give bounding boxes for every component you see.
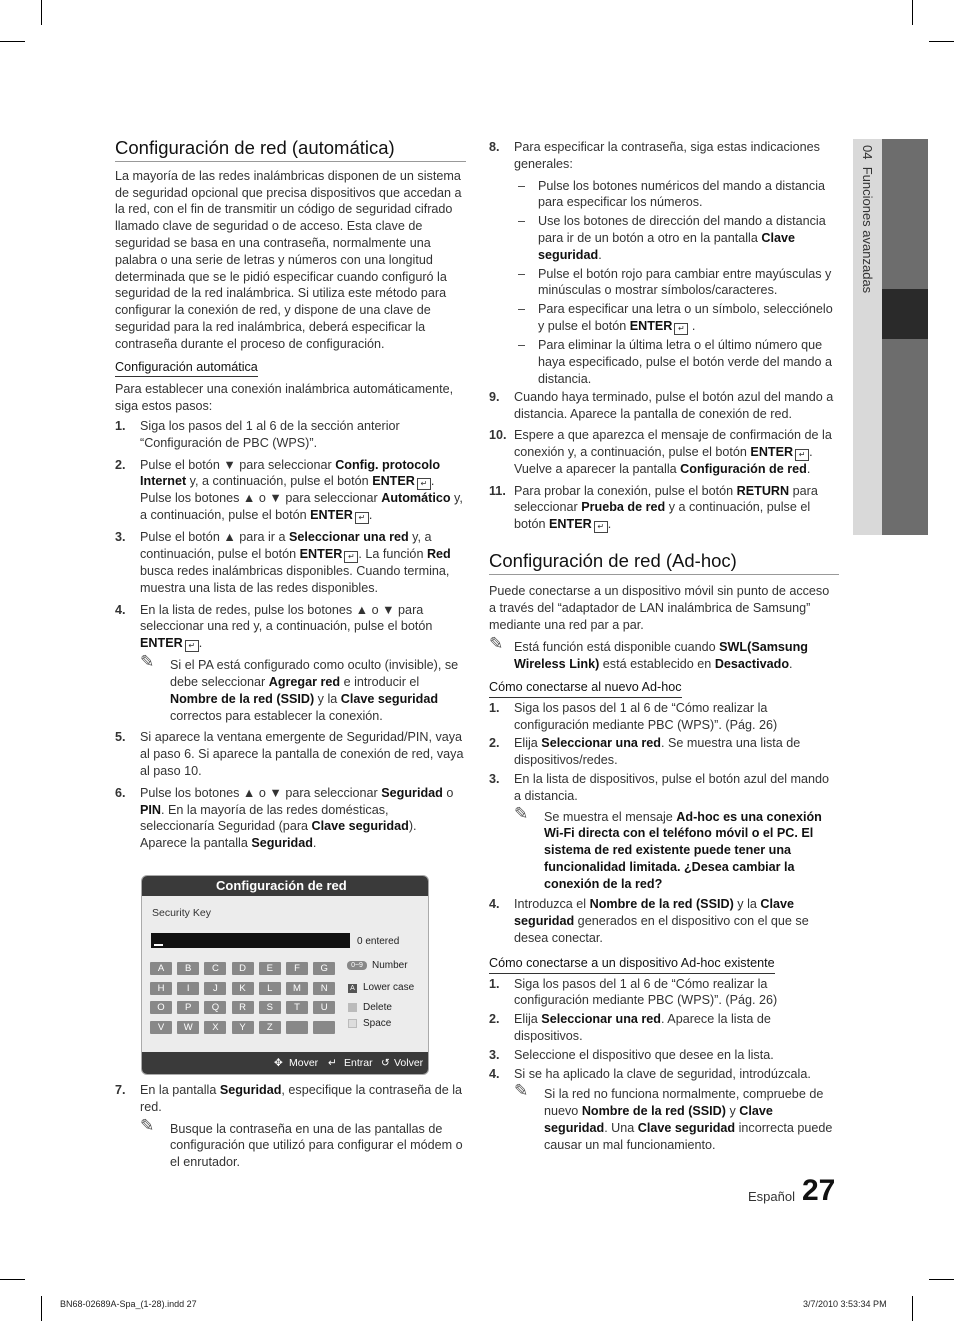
crop-mark [41,1296,42,1321]
enter-icon: ↵ [185,640,199,652]
item-number: 3. [489,771,500,786]
note-text: Busque la contraseña en una de las pantallas de configuración que utilizó para configurar el módem o el enrutador. [170,1121,463,1170]
item-text: Pulse el botón ▲ para ir a Seleccionar una red y, a continuación, pulse el botón ENTER ↵ . La función Red busca redes inalámbricas disponibles. Cuando termina, muestra una lista de las redes disponibles. [140,530,451,595]
item-text: Siga los pasos del 1 al 6 de “Cómo realizar la configuración mediante PBC (WPS)”. (Pág. 26) [514,976,778,1008]
list-item [489,483,839,534]
list-item [489,1066,839,1154]
item-number: 7. [115,1083,126,1097]
dash-item: – Pulse los botones numéricos del mando a distancia para especificar los números. [518,178,826,210]
pencil-icon: ✎ [140,1115,155,1135]
item-number: 11. [489,483,506,498]
enter-icon: ↵ [795,449,809,461]
keypad-key[interactable]: D [232,962,254,975]
enter-icon: ↵ [674,323,688,335]
item-number: 2. [489,736,500,751]
note-text: Si la red no funciona normalmente, compruebe de nuevo Nombre de la red (SSID) y Clave seguridad. Una Clave seguridad incorrecta puede causar un mal funcionamiento. [544,1087,833,1152]
item-number: 8. [489,140,500,154]
enter-label: Entrar [344,1057,373,1069]
chapter-tab [853,139,882,535]
list-item [489,771,839,893]
note-text: Si el PA está configurado como oculto (invisible), se debe seleccionar Agregar red e introducir el Nombre de la red (SSID) y la Clave seguridad correctos para establecer la conexión. [170,658,459,723]
keypad-key[interactable]: X [204,1021,226,1034]
intro-paragraph: Puede conectarse a un dispositivo móvil sin punto de acceso a través del “adaptador de LAN inalámbrica de Samsung” mediante una red par a par. [489,583,830,632]
keypad-key[interactable]: L [259,982,281,995]
item-number: 4. [115,602,126,617]
crop-mark [912,1296,913,1321]
enter-icon: ↵ [328,1057,337,1069]
dash-item: – Para eliminar la última letra o el último número que haya especificado, pulse el botón verde del mando a distancia. [518,337,833,386]
item-number: 3. [115,530,126,545]
chapter-tab-label: 04 Funciones avanzadas [860,145,875,294]
item-text: En la lista de dispositivos, pulse el botón azul del mando a distancia. [514,771,830,803]
pencil-icon: ✎ [514,803,529,823]
keypad-key[interactable]: B [177,962,199,975]
keypad-key[interactable]: C [204,962,226,975]
item-text: Siga los pasos del 1 al 6 de “Cómo realizar la configuración mediante PBC (WPS)”. (Pág. 26) [514,700,778,732]
keypad-key[interactable] [313,1021,335,1034]
keypad-key[interactable]: K [232,982,254,995]
list-item [115,729,466,779]
item-text: Introduzca el Nombre de la red (SSID) y la Clave seguridad generados en el dispositivo con el que se desea conectar. [514,897,809,946]
list-item [115,602,466,725]
crop-mark [912,0,913,25]
list-item [115,1082,466,1171]
item-number: 5. [115,730,126,745]
item-text: Siga los pasos del 1 al 6 de la sección anterior “Configuración de PBC (WPS)”. [140,418,400,450]
keypad-key[interactable]: R [232,1001,254,1014]
note-text: Se muestra el mensaje Ad-hoc es una conexión Wi-Fi directa con el teléfono móvil o el PC. El sistema de red existente puede tener una funcionalidad limitada. ¿Desea cambiar la conexión de la red? [544,809,822,891]
list-item [489,139,839,387]
keypad-key[interactable]: A [150,962,172,975]
keypad-key[interactable]: E [259,962,281,975]
item-number: 4. [489,897,500,912]
item-text: Elija Seleccionar una red. Se muestra una lista de dispositivos/redes. [514,736,801,768]
item-text: Seleccione el dispositivo que desee en la lista. [514,1047,774,1062]
return-label: Volver [394,1057,424,1069]
enter-icon: ↵ [355,512,369,524]
keypad-key[interactable]: W [177,1021,199,1034]
move-icon: ✥ [274,1057,283,1069]
note [514,803,839,893]
tab-bar [882,139,928,289]
keypad-key[interactable]: Y [232,1021,254,1034]
item-text: Para especificar la contraseña, siga estas indicaciones generales: [514,140,820,171]
keypad-key[interactable]: M [286,982,308,995]
keypad-key[interactable]: I [177,982,199,995]
list-item [489,1011,839,1045]
keypad-key[interactable]: N [313,982,335,995]
move-label: Mover [289,1057,319,1069]
item-text: Pulse los botones ▲ o ▼ para seleccionar Seguridad o PIN. En la mayoría de las redes domésticas, seleccionaría Seguridad (para Clave seguridad). Aparece la pantalla Seguridad. [140,785,454,851]
list-item [489,735,839,769]
keypad-key[interactable]: P [177,1001,199,1014]
left-column [115,0,466,852]
item-number: 10. [489,427,507,442]
tab-bar [882,339,928,535]
lower-case-label: Lower case [363,982,415,993]
enter-icon: ↵ [417,478,431,490]
crop-mark [41,0,42,25]
keypad-key[interactable]: S [259,1001,281,1014]
note [514,1081,839,1153]
item-text: Elija Seleccionar una red. Aparece la lista de dispositivos. [514,1012,771,1044]
screen-nav-bar [142,1052,428,1074]
item-text: Si se ha aplicado la clave de seguridad, introdúzcala. [514,1066,811,1081]
item-number: 1. [489,700,500,715]
keypad-key[interactable]: T [286,1001,308,1014]
entered-count: 0 entered [357,936,400,947]
enter-icon: ↵ [594,521,608,533]
print-footer-file: BN68-02689A-Spa_(1-28).indd 27 [60,1299,197,1309]
note [140,1115,466,1171]
security-key-label: Security Key [152,907,211,919]
item-number: 9. [489,390,500,405]
item-text: Espere a que aparezca el mensaje de confirmación de la conexión y, a continuación, pulse el botón ENTER ↵ . Vuelve a aparecer la pantalla Configuración de red. [514,427,832,476]
item-text: En la pantalla Seguridad, especifique la contraseña de la red. [140,1083,463,1114]
keypad-key[interactable]: H [150,982,172,995]
keypad-key[interactable]: J [204,982,226,995]
password-field [151,933,350,948]
item-text: Pulse el botón ▼ para seleccionar Config. protocolo Internet y, a continuación, pulse el botón ENTER ↵ . Pulse los botones ▲ o ▼ para seleccionar Automático y, a continuación, pulse el botón ENTER ↵ . [140,457,463,523]
list-item [115,785,466,852]
item-number: 3. [489,1047,500,1062]
space-label: Space [363,1018,392,1029]
list-item [489,700,839,734]
print-footer-date: 3/7/2010 3:53:34 PM [803,1299,887,1309]
dash-item: – Pulse el botón rojo para cambiar entre mayúsculas y minúsculas o mostrar símbolos/caracteres. [518,266,832,298]
item-number: 4. [489,1066,500,1081]
num-key: 0~9 [347,961,367,970]
item-number: 6. [115,785,126,800]
item-text: Para probar la conexión, pulse el botón RETURN para seleccionar Prueba de red y a continuación, pulse el botón ENTER ↵ . [514,483,818,532]
crop-mark [929,41,954,42]
list-item [489,1047,839,1064]
screen-title: Configuración de red [142,876,428,896]
number-label: Number [372,960,408,971]
return-icon: ↺ [381,1057,390,1069]
left-column-bottom [115,1082,466,1171]
pencil-icon: ✎ [140,652,155,672]
red-button-icon: A [348,984,357,993]
note-text: Está función está disponible cuando SWL(Samsung Wireless Link) está establecido en Desactivado. [514,640,808,672]
list-item [489,427,839,478]
keypad-key[interactable]: G [313,962,335,975]
subheading: Configuración automática [115,359,258,378]
delete-label: Delete [363,1002,392,1013]
list-item [489,389,839,423]
list-item [489,976,839,1010]
item-number: 2. [115,457,126,472]
keypad-key[interactable]: U [313,1001,335,1014]
section-title: Configuración de red (Ad-hoc) [489,553,839,575]
item-number: 2. [489,1012,500,1027]
yellow-button-icon [348,1019,357,1028]
item-text: En la lista de redes, pulse los botones ▲ o ▼ para seleccionar una red y, a continuación, pulse el botón ENTER ↵ . [140,602,433,651]
list-item [115,529,466,596]
list-item [115,418,466,452]
item-number: 1. [489,976,500,991]
subheading: Cómo conectarse al nuevo Ad-hoc [489,679,682,698]
dash-item: – Para especificar una letra o un símbolo, selecciónelo y pulse el botón ENTER ↵ . [518,302,833,333]
item-text: Si aparece la ventana emergente de Seguridad/PIN, vaya al paso 6. Si aparece la pantalla de conexión de red, vaya al paso 10. [140,730,464,778]
page-language: Español [748,1189,795,1204]
tv-screen-illustration [141,875,429,1075]
crop-mark [0,41,25,42]
subheading: Cómo conectarse a un dispositivo Ad-hoc existente [489,955,775,974]
tab-bar-active [882,289,928,339]
intro-paragraph: La mayoría de las redes inalámbricas disponen de un sistema de seguridad opcional que precisa dispositivos que accedan a la red, con el fin de transmitir un código de seguridad cifrado llamado clave de seguridad o de acceso. Esta clave de seguridad se basa en una contraseña, normalmente una palabra o una serie de letras y números con una longitud determinada que se le pidió especificar cuando configuró la seguridad de la red inalámbrica. Si utiliza este método para configurar la conexión de red, y dispone de una clave de seguridad para la red inalámbrica, deberá especificar la contraseña durante el proceso de configuración. [115,168,462,351]
keypad-key[interactable]: Q [204,1001,226,1014]
green-button-icon [348,1003,357,1012]
keypad-key[interactable]: V [150,1021,172,1034]
note [140,652,466,724]
note [489,634,839,673]
pencil-icon: ✎ [489,634,504,654]
keypad-key[interactable] [286,1021,308,1034]
dash-item: – Use los botones de dirección del mando a distancia para ir de un botón a otro en la pantalla Clave seguridad. [518,214,826,262]
keypad-key[interactable]: Z [259,1021,281,1034]
list-item [489,896,839,946]
keypad-key[interactable]: F [286,962,308,975]
page-number: 27 [802,1174,836,1207]
pencil-icon: ✎ [514,1081,529,1101]
item-number: 1. [115,418,126,433]
enter-icon: ↵ [344,551,358,563]
paragraph: Para establecer una conexión inalámbrica automáticamente, siga estos pasos: [115,382,454,414]
list-item [115,457,466,525]
item-text: Cuando haya terminado, pulse el botón azul del mando a distancia. Aparece la pantalla de conexión de red. [514,390,834,422]
section-title: Configuración de red (automática) [115,140,466,162]
right-column [489,139,839,1154]
crop-mark [0,1279,25,1280]
crop-mark [929,1279,954,1280]
keypad-key[interactable]: O [150,1001,172,1014]
